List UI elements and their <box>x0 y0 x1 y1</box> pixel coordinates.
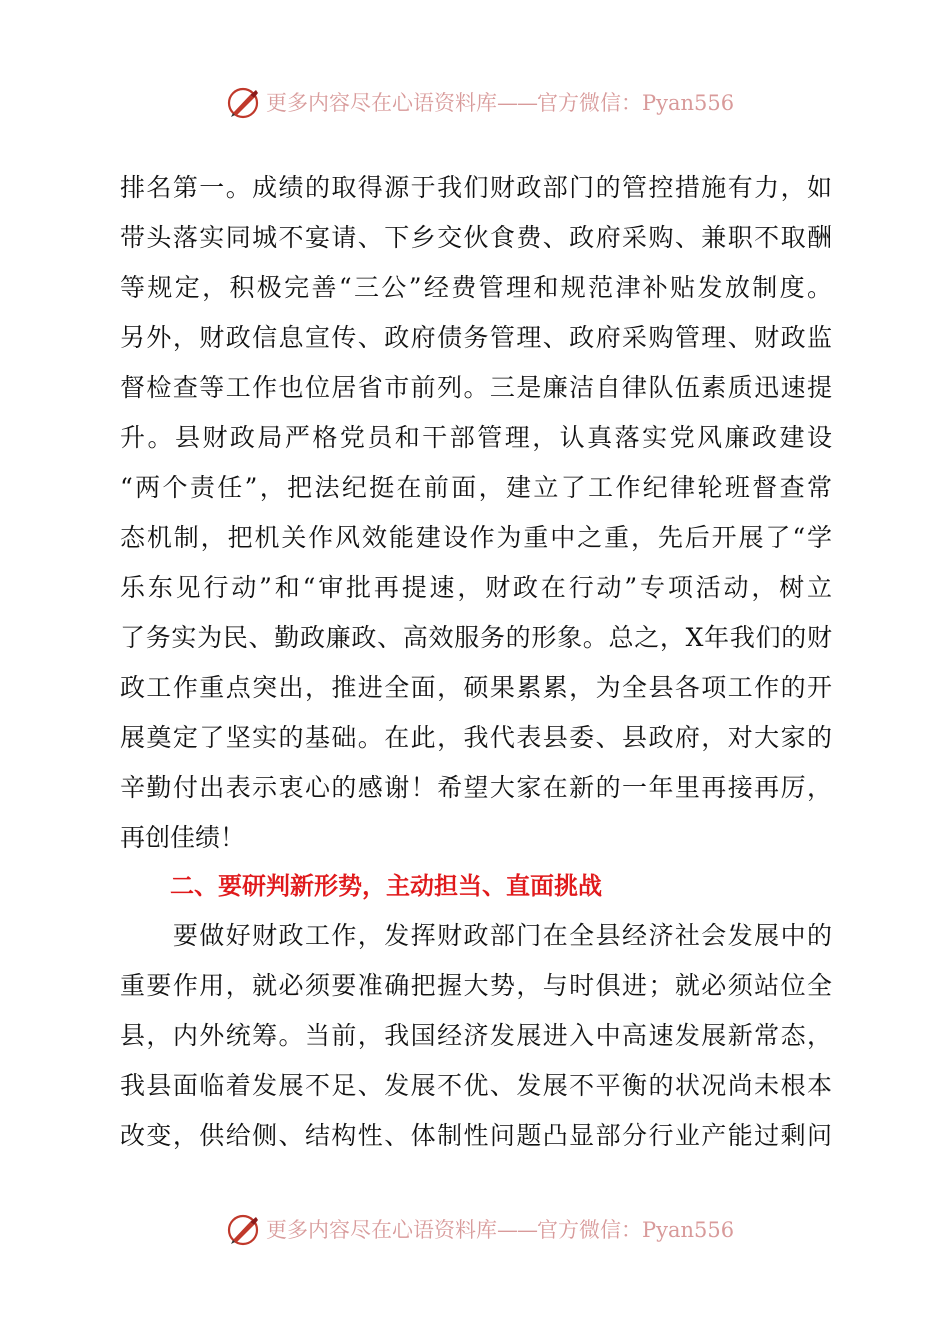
banner-text: 更多内容尽在心语资料库——官方微信：Pyan556 <box>266 91 735 115</box>
text-line: 我县面临着发展不足、发展不优、发展不平衡的状况尚未根本 <box>120 1071 832 1100</box>
text-line: 升。县财政局严格党员和干部管理，认真落实党风廉政建设 <box>120 423 832 452</box>
pen-circle-logo-icon <box>226 85 262 121</box>
text-line: 改变，供给侧、结构性、体制性问题凸显部分行业产能过剩问 <box>120 1121 832 1150</box>
text-line: 重要作用，就必须要准确把握大势，与时俱进；就必须站位全 <box>120 971 832 1000</box>
footer-banner <box>0 1210 950 1250</box>
text-line: 政工作重点突出，推进全面，硕果累累，为全县各项工作的开 <box>120 673 832 702</box>
text-line: 要做好财政工作，发挥财政部门在全县经济社会发展中的 <box>120 921 832 950</box>
text-line: 带头落实同城不宴请、下乡交伙食费、政府采购、兼职不取酬 <box>120 223 832 252</box>
header-banner <box>0 83 950 123</box>
text-line: 态机制，把机关作风效能建设作为重中之重，先后开展了“学 <box>120 523 832 552</box>
text-line: “两个责任”，把法纪挺在前面，建立了工作纪律轮班督查常 <box>120 473 832 502</box>
text-line: 再创佳绩！ <box>120 823 246 852</box>
pen-circle-logo-icon <box>226 1212 262 1248</box>
text-line: 辛勤付出表示衷心的感谢！希望大家在新的一年里再接再厉， <box>120 773 832 802</box>
text-line: 了务实为民、勤政廉政、高效服务的形象。总之，X年我们的财 <box>120 623 832 652</box>
text-line: 排名第一。成绩的取得源于我们财政部门的管控措施有力，如 <box>120 173 832 202</box>
text-line: 乐东见行动”和“审批再提速，财政在行动”专项活动，树立 <box>120 573 832 602</box>
banner-text: 更多内容尽在心语资料库——官方微信：Pyan556 <box>266 1218 735 1242</box>
text-line: 展奠定了坚实的基础。在此，我代表县委、县政府，对大家的 <box>120 723 832 752</box>
text-line: 等规定，积极完善“三公”经费管理和规范津补贴发放制度。 <box>120 273 832 302</box>
text-line: 县，内外统筹。当前，我国经济发展进入中高速发展新常态， <box>120 1021 832 1050</box>
section-heading: 二、要研判新形势，主动担当、直面挑战 <box>170 872 602 900</box>
text-line: 另外，财政信息宣传、政府债务管理、政府采购管理、财政监 <box>120 323 832 352</box>
text-line: 督检查等工作也位居省市前列。三是廉洁自律队伍素质迅速提 <box>120 373 832 402</box>
